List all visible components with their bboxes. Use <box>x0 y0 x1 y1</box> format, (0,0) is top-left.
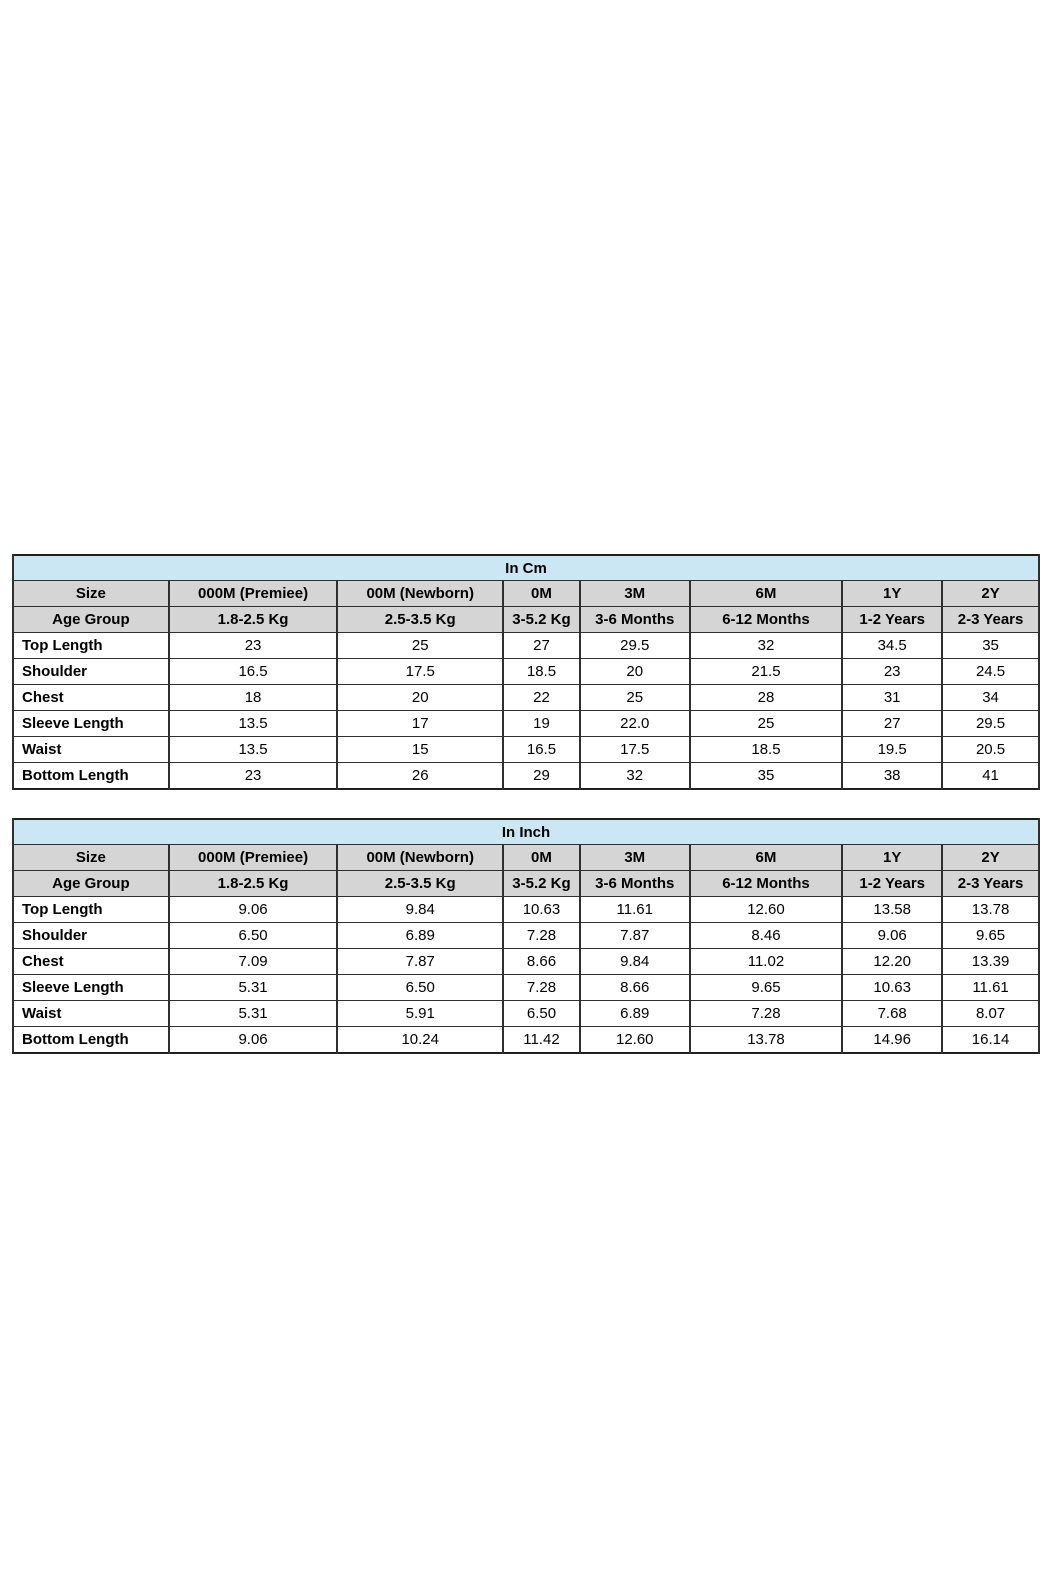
measurement-value: 15 <box>337 737 503 763</box>
measurement-value: 16.5 <box>169 659 338 685</box>
age-group-header-row <box>13 871 1039 897</box>
measurement-value: 13.78 <box>690 1027 843 1054</box>
age-group-header: 2.5-3.5 Kg <box>337 871 503 897</box>
measurement-value: 7.28 <box>690 1001 843 1027</box>
table-title-in-inch: In Inch <box>13 819 1039 845</box>
measurement-value: 16.14 <box>942 1027 1039 1054</box>
measurement-value: 20 <box>337 685 503 711</box>
measurement-value: 13.5 <box>169 711 338 737</box>
measurement-value: 41 <box>942 763 1039 790</box>
size-column-header: 1Y <box>842 845 942 871</box>
size-column-header: 0M <box>503 845 580 871</box>
measurement-value: 6.50 <box>169 923 338 949</box>
measurement-value: 7.87 <box>337 949 503 975</box>
measurement-value: 34 <box>942 685 1039 711</box>
measurement-value: 27 <box>503 633 580 659</box>
size-column-header: 6M <box>690 845 843 871</box>
measurement-row <box>13 711 1039 737</box>
measurement-value: 19.5 <box>842 737 942 763</box>
age-group-header: 1-2 Years <box>842 871 942 897</box>
age-group-header: 1.8-2.5 Kg <box>169 607 338 633</box>
measurement-value: 18.5 <box>690 737 843 763</box>
measurement-label: Sleeve Length <box>13 975 169 1001</box>
size-column-header: 0M <box>503 581 580 607</box>
measurement-row <box>13 1001 1039 1027</box>
measurement-label: Top Length <box>13 897 169 923</box>
measurement-value: 9.65 <box>942 923 1039 949</box>
table-title-row <box>13 555 1039 581</box>
measurement-value: 31 <box>842 685 942 711</box>
size-column-header: 3M <box>580 581 690 607</box>
size-header-row <box>13 845 1039 871</box>
measurement-value: 8.66 <box>503 949 580 975</box>
measurement-value: 34.5 <box>842 633 942 659</box>
measurement-value: 38 <box>842 763 942 790</box>
measurement-value: 10.63 <box>503 897 580 923</box>
measurement-label: Sleeve Length <box>13 711 169 737</box>
measurement-value: 7.28 <box>503 923 580 949</box>
size-row-label: Size <box>13 581 169 607</box>
age-group-header: 1-2 Years <box>842 607 942 633</box>
measurement-value: 18 <box>169 685 338 711</box>
measurement-label: Chest <box>13 685 169 711</box>
table-title-in-cm: In Cm <box>13 555 1039 581</box>
measurement-label: Bottom Length <box>13 1027 169 1054</box>
measurement-value: 24.5 <box>942 659 1039 685</box>
age-group-header-row <box>13 607 1039 633</box>
measurement-row <box>13 1027 1039 1054</box>
measurement-value: 17 <box>337 711 503 737</box>
measurement-value: 11.42 <box>503 1027 580 1054</box>
measurement-value: 23 <box>842 659 942 685</box>
age-group-header: 3-6 Months <box>580 871 690 897</box>
measurement-value: 25 <box>690 711 843 737</box>
measurement-row <box>13 633 1039 659</box>
size-column-header: 000M (Premiee) <box>169 581 338 607</box>
measurement-value: 9.06 <box>169 897 338 923</box>
measurement-value: 10.24 <box>337 1027 503 1054</box>
measurement-value: 8.46 <box>690 923 843 949</box>
measurement-row <box>13 685 1039 711</box>
measurement-value: 9.84 <box>337 897 503 923</box>
size-column-header: 2Y <box>942 581 1039 607</box>
measurement-label: Top Length <box>13 633 169 659</box>
measurement-value: 35 <box>942 633 1039 659</box>
measurement-row <box>13 763 1039 790</box>
measurement-label: Shoulder <box>13 659 169 685</box>
measurement-value: 29 <box>503 763 580 790</box>
measurement-value: 18.5 <box>503 659 580 685</box>
size-column-header: 000M (Premiee) <box>169 845 338 871</box>
size-column-header: 6M <box>690 581 843 607</box>
measurement-value: 5.31 <box>169 975 338 1001</box>
measurement-value: 16.5 <box>503 737 580 763</box>
size-column-header: 00M (Newborn) <box>337 581 503 607</box>
measurement-value: 25 <box>337 633 503 659</box>
size-chart-cm <box>12 554 1040 790</box>
age-group-header: 2-3 Years <box>942 871 1039 897</box>
size-column-header: 1Y <box>842 581 942 607</box>
measurement-row <box>13 949 1039 975</box>
measurement-value: 35 <box>690 763 843 790</box>
size-column-header: 2Y <box>942 845 1039 871</box>
measurement-value: 11.61 <box>942 975 1039 1001</box>
age-group-header: 3-5.2 Kg <box>503 871 580 897</box>
size-row-label: Size <box>13 845 169 871</box>
measurement-value: 13.39 <box>942 949 1039 975</box>
measurement-value: 10.63 <box>842 975 942 1001</box>
measurement-value: 6.50 <box>503 1001 580 1027</box>
measurement-value: 13.78 <box>942 897 1039 923</box>
measurement-value: 9.06 <box>169 1027 338 1054</box>
measurement-row <box>13 923 1039 949</box>
measurement-value: 5.31 <box>169 1001 338 1027</box>
measurement-value: 20.5 <box>942 737 1039 763</box>
measurement-value: 6.50 <box>337 975 503 1001</box>
measurement-value: 7.68 <box>842 1001 942 1027</box>
measurement-row <box>13 737 1039 763</box>
measurement-value: 32 <box>690 633 843 659</box>
measurement-value: 13.5 <box>169 737 338 763</box>
age-group-header: 1.8-2.5 Kg <box>169 871 338 897</box>
measurement-value: 22.0 <box>580 711 690 737</box>
measurement-value: 29.5 <box>580 633 690 659</box>
age-group-row-label: Age Group <box>13 871 169 897</box>
measurement-value: 9.65 <box>690 975 843 1001</box>
measurement-value: 5.91 <box>337 1001 503 1027</box>
size-column-header: 00M (Newborn) <box>337 845 503 871</box>
measurement-value: 12.60 <box>690 897 843 923</box>
measurement-value: 11.61 <box>580 897 690 923</box>
measurement-value: 32 <box>580 763 690 790</box>
measurement-row <box>13 897 1039 923</box>
age-group-header: 3-6 Months <box>580 607 690 633</box>
measurement-label: Bottom Length <box>13 763 169 790</box>
measurement-value: 26 <box>337 763 503 790</box>
measurement-value: 12.20 <box>842 949 942 975</box>
measurement-value: 17.5 <box>337 659 503 685</box>
measurement-value: 27 <box>842 711 942 737</box>
measurement-value: 23 <box>169 633 338 659</box>
measurement-label: Waist <box>13 1001 169 1027</box>
measurement-value: 21.5 <box>690 659 843 685</box>
age-group-header: 2-3 Years <box>942 607 1039 633</box>
table-title-row <box>13 819 1039 845</box>
age-group-header: 3-5.2 Kg <box>503 607 580 633</box>
measurement-value: 6.89 <box>337 923 503 949</box>
measurement-value: 7.09 <box>169 949 338 975</box>
size-chart-inch <box>12 818 1040 1054</box>
size-header-row <box>13 581 1039 607</box>
measurement-value: 11.02 <box>690 949 843 975</box>
measurement-label: Shoulder <box>13 923 169 949</box>
size-column-header: 3M <box>580 845 690 871</box>
measurement-label: Waist <box>13 737 169 763</box>
measurement-label: Chest <box>13 949 169 975</box>
measurement-value: 20 <box>580 659 690 685</box>
measurement-value: 9.84 <box>580 949 690 975</box>
measurement-value: 7.28 <box>503 975 580 1001</box>
age-group-header: 6-12 Months <box>690 607 843 633</box>
measurement-value: 7.87 <box>580 923 690 949</box>
size-chart-tables <box>12 554 1040 1054</box>
age-group-row-label: Age Group <box>13 607 169 633</box>
measurement-value: 14.96 <box>842 1027 942 1054</box>
age-group-header: 6-12 Months <box>690 871 843 897</box>
measurement-row <box>13 975 1039 1001</box>
measurement-value: 13.58 <box>842 897 942 923</box>
age-group-header: 2.5-3.5 Kg <box>337 607 503 633</box>
measurement-value: 12.60 <box>580 1027 690 1054</box>
measurement-value: 22 <box>503 685 580 711</box>
measurement-value: 19 <box>503 711 580 737</box>
measurement-value: 8.66 <box>580 975 690 1001</box>
measurement-value: 28 <box>690 685 843 711</box>
measurement-value: 25 <box>580 685 690 711</box>
measurement-value: 29.5 <box>942 711 1039 737</box>
measurement-value: 17.5 <box>580 737 690 763</box>
measurement-value: 8.07 <box>942 1001 1039 1027</box>
measurement-row <box>13 659 1039 685</box>
measurement-value: 6.89 <box>580 1001 690 1027</box>
measurement-value: 9.06 <box>842 923 942 949</box>
measurement-value: 23 <box>169 763 338 790</box>
